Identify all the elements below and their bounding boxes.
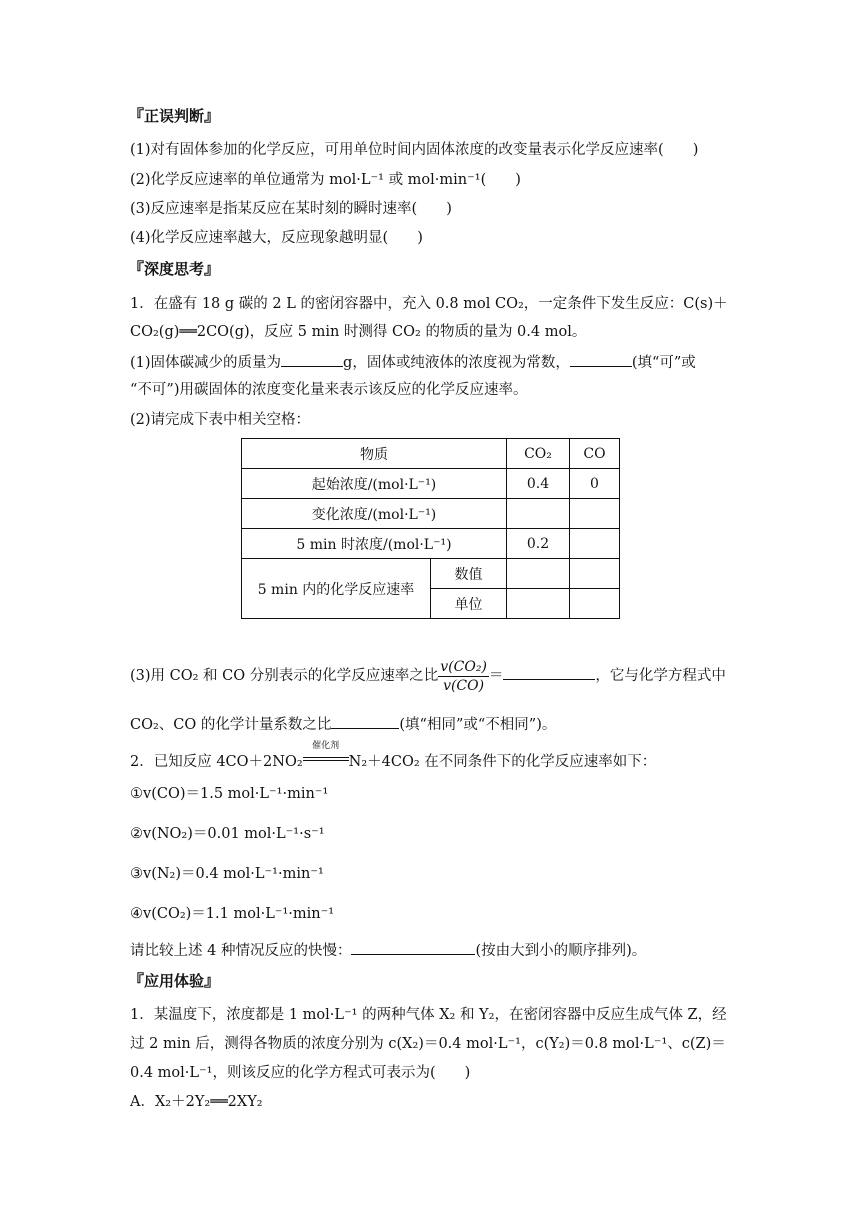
q1-part3: (3)用 CO₂ 和 CO 分别表示的化学反应速率之比 $\frac{\text{v(CO₂)}}{v(CO)}$ ＝ ，它与化学方程式中 xyxy=(130,658,726,694)
section-heading-think: 『深度思考』 xyxy=(128,259,221,278)
table-cell[interactable] xyxy=(570,559,620,589)
table-cell: 5 min 内的化学反应速率 xyxy=(242,559,431,619)
apply-q1-line2: 过 2 min 后，测得各物质的浓度分别为 c(X₂)＝0.4 mol·L⁻¹，c(Y₂)＝0.8 mol·L⁻¹、c(Z)＝ xyxy=(130,1036,726,1052)
table-header: CO₂ xyxy=(507,439,570,469)
answer-blank[interactable] xyxy=(281,352,343,367)
rate-ratio-fraction: $\frac{\text{v(CO₂)}}{v(CO)}$ xyxy=(440,658,487,694)
option-a[interactable]: A．X₂＋2Y₂══2XY₂ xyxy=(130,1094,263,1110)
table-header: 物质 xyxy=(242,439,507,469)
q2-statement: 2．已知反应 4CO＋2NO₂ 催化剂 N₂＋4CO₂ 在不同条件下的化学反应速率如下： xyxy=(130,741,657,770)
q2-compare: 请比较上述 4 种情况反应的快慢： (按由大到小的顺序排列)。 xyxy=(130,940,732,961)
table-cell: 单位 xyxy=(431,589,507,619)
table-cell: 0 xyxy=(570,469,620,499)
table-cell[interactable] xyxy=(507,499,570,529)
judge-item-4: (4)化学反应速率越大，反应现象越明显( ) xyxy=(130,230,423,246)
answer-blank[interactable] xyxy=(570,352,632,367)
section-heading-apply: 『应用体验』 xyxy=(128,971,221,990)
q1-line1: 1．在盛有 18 g 碳的 2 L 的密闭容器中，充入 0.8 mol CO₂，一定条件下发生反应：C(s)＋ xyxy=(130,296,728,312)
rate-item-3: ③v(N₂)＝0.4 mol·L⁻¹·min⁻¹ xyxy=(130,866,324,882)
q1-part2: (2)请完成下表中相关空格： xyxy=(130,412,311,428)
table-cell: 起始浓度/(mol·L⁻¹) xyxy=(242,469,507,499)
apply-q1-line1: 1．某温度下，浓度都是 1 mol·L⁻¹ 的两种气体 X₂ 和 Y₂，在密闭容器中反应生成气体 Z，经 xyxy=(130,1007,727,1023)
table-cell[interactable] xyxy=(507,559,570,589)
rate-item-4: ④v(CO₂)＝1.1 mol·L⁻¹·min⁻¹ xyxy=(130,906,335,922)
table-cell[interactable] xyxy=(507,589,570,619)
answer-blank[interactable] xyxy=(351,940,475,955)
table-cell[interactable] xyxy=(570,499,620,529)
table-cell[interactable] xyxy=(570,589,620,619)
table-cell[interactable] xyxy=(570,529,620,559)
q1-part3-line2: CO₂、CO 的化学计量系数之比 (填“相同”或“不相同”)。 xyxy=(130,714,732,735)
answer-blank[interactable] xyxy=(503,665,595,680)
table-cell: 0.2 xyxy=(507,529,570,559)
table-cell: 5 min 时浓度/(mol·L⁻¹) xyxy=(242,529,507,559)
table-cell: 0.4 xyxy=(507,469,570,499)
q1-part1: (1)固体碳减少的质量为 g，固体或纯液体的浓度视为常数， (填“可”或 xyxy=(130,352,732,373)
table-cell: 数值 xyxy=(431,559,507,589)
judge-item-3: (3)反应速率是指某反应在某时刻的瞬时速率( ) xyxy=(130,201,452,217)
rate-item-1: ①v(CO)＝1.5 mol·L⁻¹·min⁻¹ xyxy=(130,786,329,802)
apply-q1-line3: 0.4 mol·L⁻¹，则该反应的化学方程式可表示为( ) xyxy=(130,1065,471,1081)
table-header: CO xyxy=(570,439,620,469)
table-cell: 变化浓度/(mol·L⁻¹) xyxy=(242,499,507,529)
catalyst-arrow: 催化剂 xyxy=(303,748,349,766)
answer-blank[interactable] xyxy=(331,714,399,729)
judge-item-1: (1)对有固体参加的化学反应，可用单位时间内固体浓度的改变量表示化学反应速率( ) xyxy=(130,142,699,158)
concentration-table xyxy=(241,438,620,619)
judge-item-2: (2)化学反应速率的单位通常为 mol·L⁻¹ 或 mol·min⁻¹( ) xyxy=(130,172,521,188)
rate-item-2: ②v(NO₂)＝0.01 mol·L⁻¹·s⁻¹ xyxy=(130,826,325,842)
q1-line2: CO₂(g)══2CO(g)，反应 5 min 时测得 CO₂ 的物质的量为 0.4 mol。 xyxy=(130,324,587,340)
section-heading-judge: 『正误判断』 xyxy=(128,106,221,125)
q1-part1-line2: “不可”)用碳固体的浓度变化量来表示该反应的化学反应速率。 xyxy=(130,382,528,398)
